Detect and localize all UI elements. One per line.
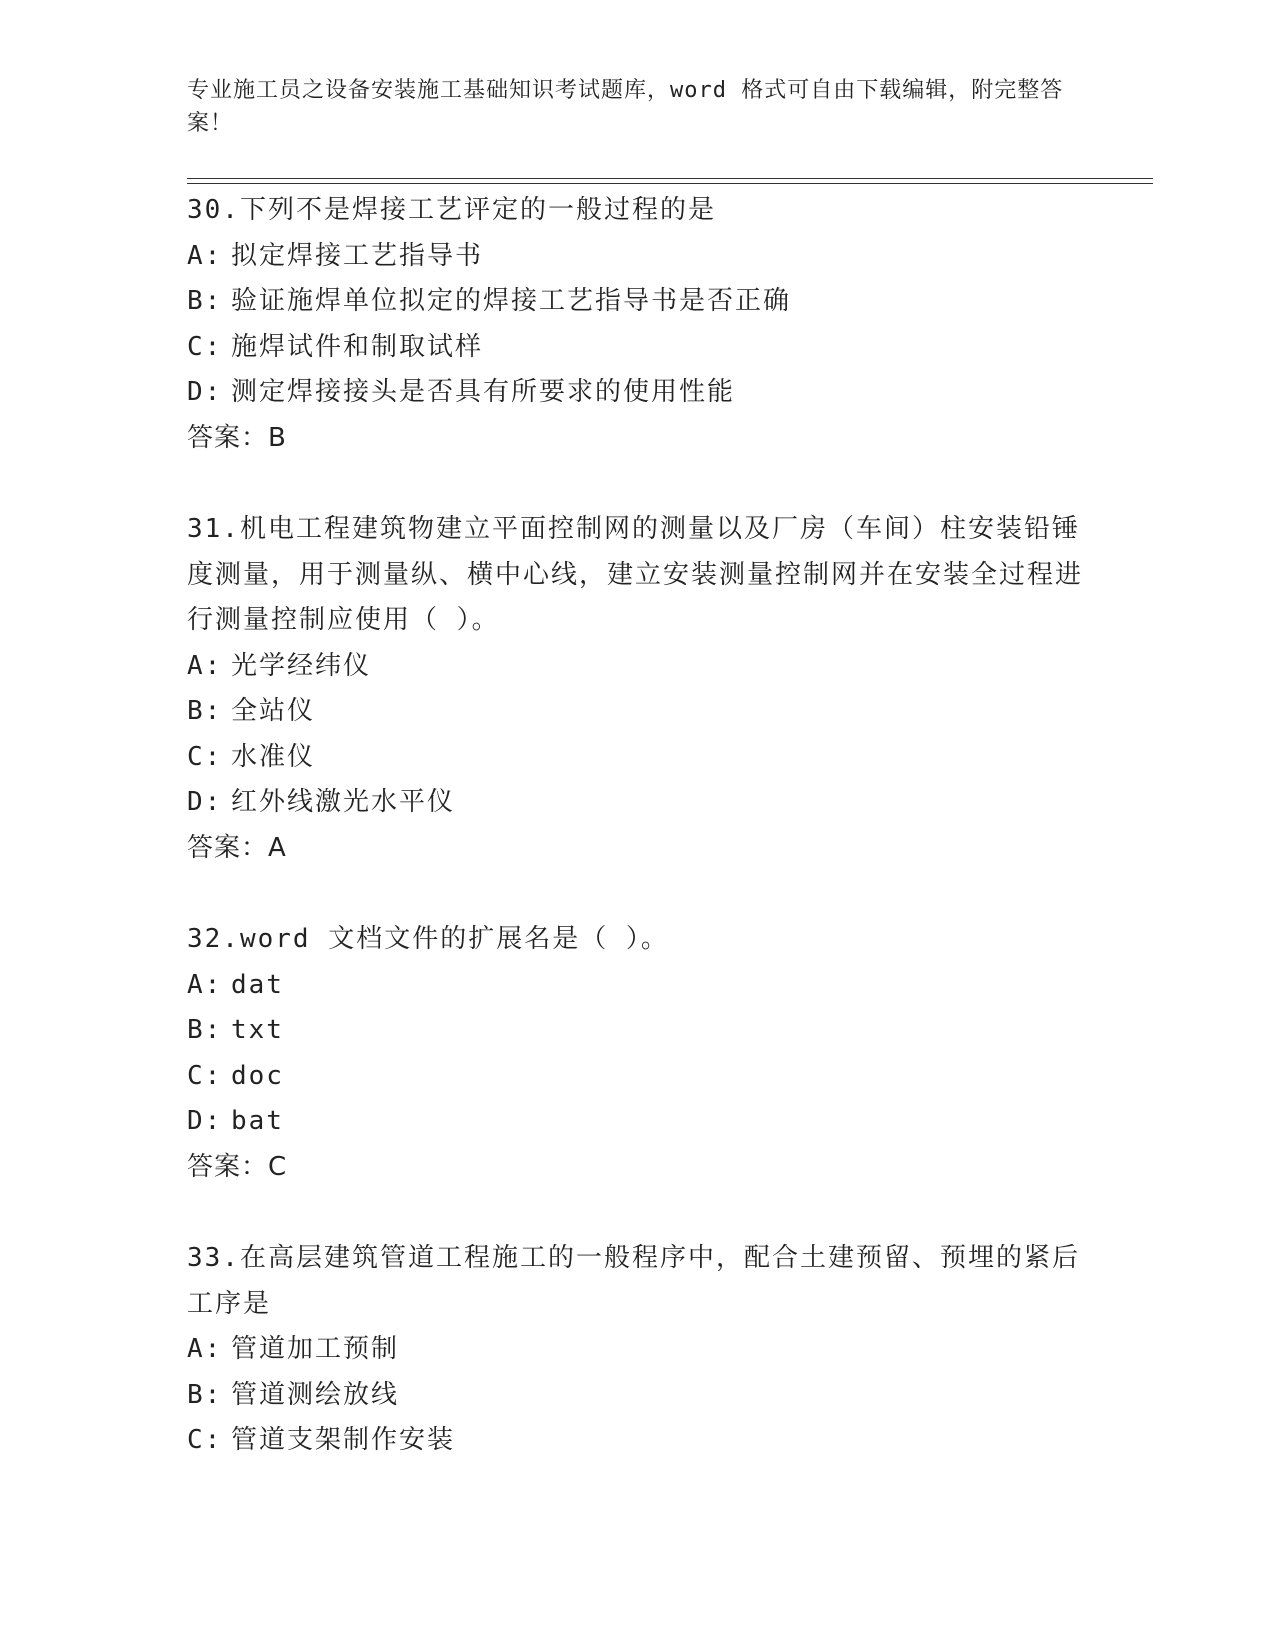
option-text: 红外线激光水平仪: [231, 787, 456, 817]
option-key: B:: [187, 1379, 223, 1410]
option-text: 拟定焊接工艺指导书: [231, 240, 484, 271]
option-key: B:: [187, 286, 223, 316]
option-text: 管道测绘放线: [231, 1379, 400, 1410]
spacer: [187, 461, 1087, 507]
option-a: [187, 234, 1087, 280]
option-a: [187, 963, 1087, 1009]
option-c: [187, 735, 1087, 781]
option-text: doc: [231, 1060, 284, 1091]
question-stem: 32.word 文档文件的扩展名是（ ）。: [187, 924, 669, 954]
option-key: D:: [187, 787, 223, 817]
option-key: B:: [187, 696, 223, 726]
option-c: [187, 325, 1087, 371]
option-b: [187, 689, 1087, 735]
question-30: [187, 188, 1087, 461]
option-key: D:: [187, 1106, 223, 1136]
option-text: 管道支架制作安装: [231, 1425, 456, 1455]
option-text: 全站仪: [231, 696, 316, 726]
header-divider-top: [187, 178, 1153, 179]
option-key: A:: [187, 240, 223, 271]
option-text: 验证施焊单位拟定的焊接工艺指导书是否正确: [231, 286, 792, 316]
question-stem: 30.下列不是焊接工艺评定的一般过程的是: [187, 195, 716, 225]
question-stem: 33.在高层建筑管道工程施工的一般程序中，配合土建预留、预埋的紧后工序是: [187, 1243, 1080, 1319]
answer-line: 答案：C: [187, 1151, 288, 1182]
question-33: [187, 1236, 1087, 1464]
question-stem: 31.机电工程建筑物建立平面控制网的测量以及厂房（车间）柱安装铅锤度测量，用于测量纵、横中心线，建立安装测量控制网并在安装全过程进行测量控制应使用（ ）。: [187, 514, 1084, 635]
option-key: C:: [187, 741, 223, 772]
option-b: [187, 279, 1087, 325]
option-d: [187, 370, 1087, 416]
option-text: 水准仪: [231, 741, 316, 772]
header-note: 专业施工员之设备安装施工基础知识考试题库，word 格式可自由下载编辑，附完整答案！: [187, 78, 1064, 136]
option-text: 测定焊接接头是否具有所要求的使用性能: [231, 377, 736, 407]
option-key: A:: [187, 1334, 223, 1364]
header-divider-bottom: [187, 183, 1153, 184]
option-key: C:: [187, 1425, 223, 1455]
option-b: [187, 1008, 1087, 1054]
option-key: A:: [187, 969, 223, 1000]
option-key: D:: [187, 377, 223, 407]
question-list: [187, 188, 1087, 1464]
answer-line: 答案：B: [187, 422, 287, 453]
option-text: 施焊试件和制取试样: [231, 331, 484, 362]
option-key: B:: [187, 1015, 223, 1045]
spacer: [187, 871, 1087, 917]
answer-line: 答案：A: [187, 832, 287, 863]
option-text: 管道加工预制: [231, 1334, 400, 1364]
option-b: [187, 1373, 1087, 1419]
option-text: dat: [231, 969, 284, 1000]
option-d: [187, 780, 1087, 826]
option-c: [187, 1054, 1087, 1100]
option-key: C:: [187, 1060, 223, 1091]
option-d: [187, 1099, 1087, 1145]
question-31: [187, 507, 1087, 871]
option-text: 光学经纬仪: [231, 650, 372, 681]
option-text: bat: [231, 1106, 284, 1136]
option-key: A:: [187, 650, 223, 681]
option-text: txt: [231, 1015, 284, 1045]
option-key: C:: [187, 331, 223, 362]
question-32: [187, 917, 1087, 1190]
option-a: [187, 644, 1087, 690]
option-c: [187, 1418, 1087, 1464]
option-a: [187, 1327, 1087, 1373]
spacer: [187, 1190, 1087, 1236]
